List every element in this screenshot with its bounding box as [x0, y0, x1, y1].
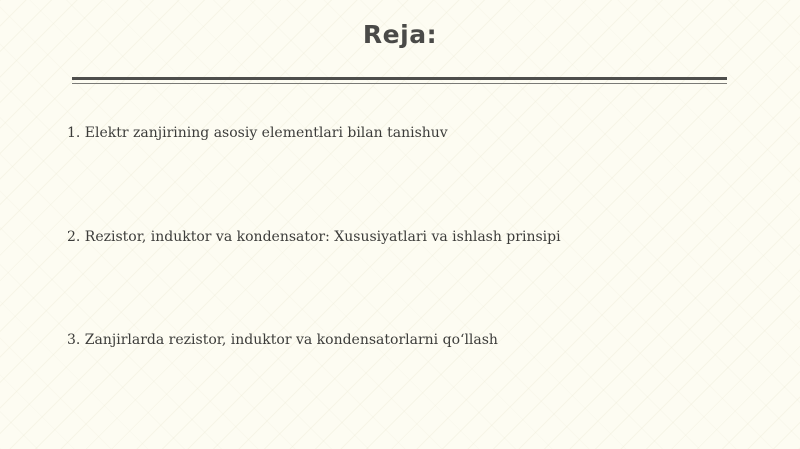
plan-item-3: 3. Zanjirlarda rezistor, induktor va kondensatorlarni qo‘llash [67, 332, 498, 348]
title-divider-thick [72, 77, 727, 80]
plan-item-2: 2. Rezistor, induktor va kondensator: Xususiyatlari va ishlash prinsipi [67, 229, 561, 245]
plan-item-1: 1. Elektr zanjirining asosiy elementlari bilan tanishuv [67, 125, 448, 141]
slide-title: Reja: [362, 20, 438, 49]
title-divider-thin [72, 83, 727, 84]
